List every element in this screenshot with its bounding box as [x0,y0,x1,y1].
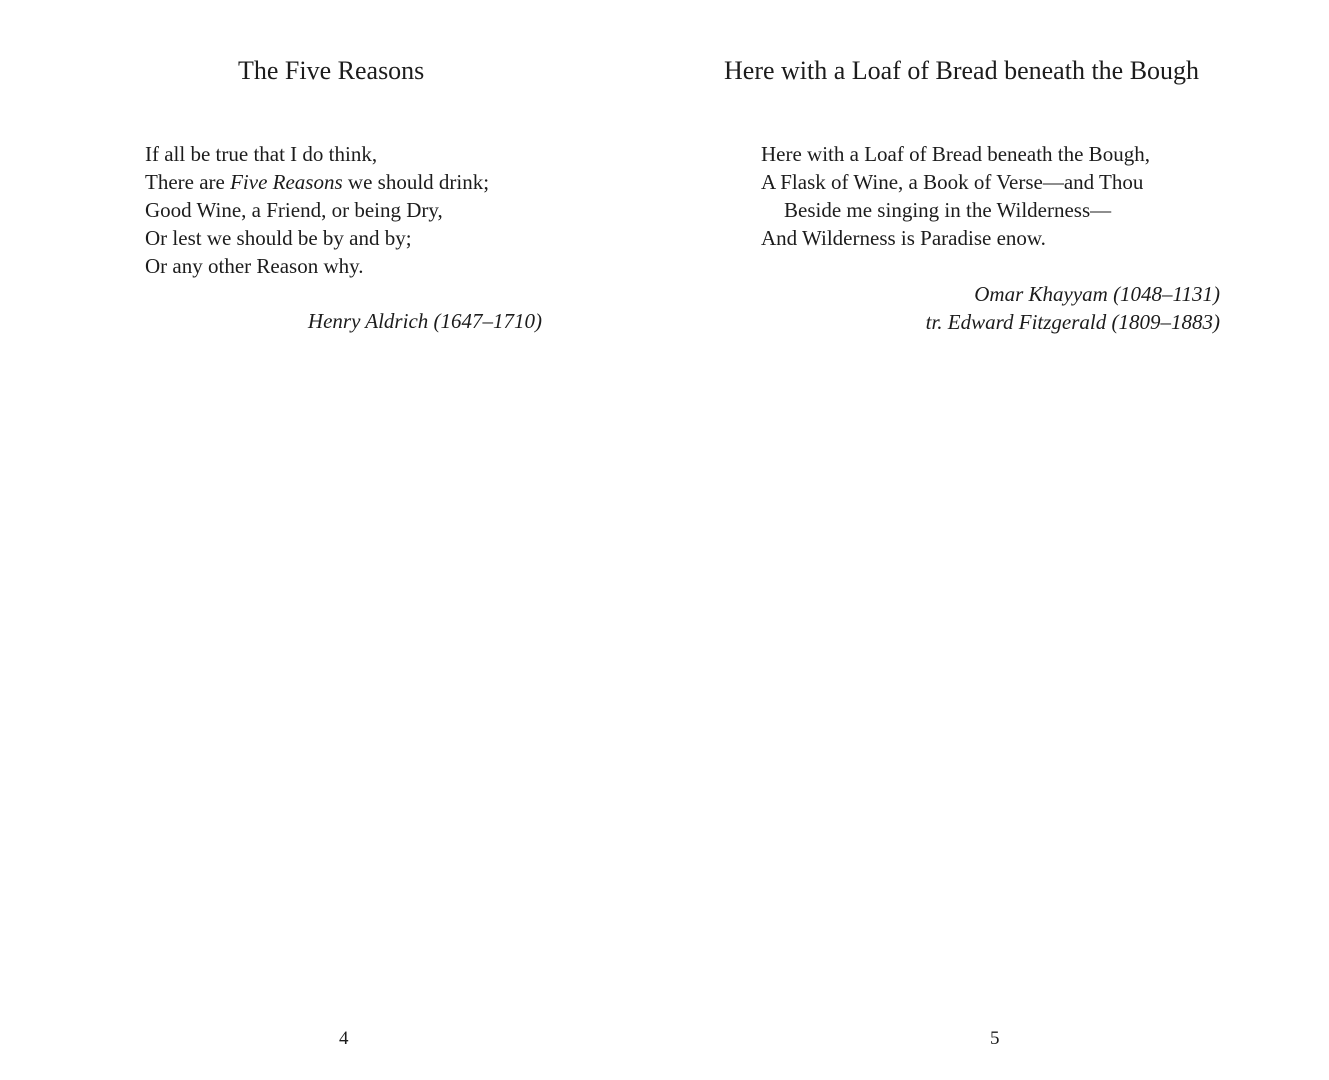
poem-title: Here with a Loaf of Bread beneath the Bough [724,56,1200,85]
poem-attribution: Henry Aldrich (1647–1710) [307,309,542,333]
poem-line-text: we should drink; [347,170,490,194]
poem-title: The Five Reasons [238,56,425,85]
poem-stanza [145,140,489,280]
poem-line: Or any other Reason why. [145,254,364,278]
author-line: Omar Khayyam (1048–1131) [974,282,1220,306]
poem-line: A Flask of Wine, a Book of Verse—and Thou [761,170,1144,194]
poem-attribution [926,280,1220,336]
page-number: 5 [990,1028,1000,1049]
poem-stanza [761,140,1150,252]
left-page [0,0,664,1080]
page-number: 4 [339,1028,349,1049]
poem-line: Or lest we should be by and by; [145,226,412,250]
poem-line: Beside me singing in the Wilderness— [784,198,1112,222]
poem-line: Good Wine, a Friend, or being Dry, [145,198,443,222]
poem-line-text: There are [145,170,225,194]
emphasis-text: Five Reasons [230,170,343,194]
poem-line: And Wilderness is Paradise enow. [761,226,1046,250]
poem-line: If all be true that I do think, [145,142,378,166]
poem-line [145,168,489,196]
poem-line: Here with a Loaf of Bread beneath the Bough, [761,142,1150,166]
translator-line: tr. Edward Fitzgerald (1809–1883) [925,310,1220,334]
right-page [664,0,1329,1080]
